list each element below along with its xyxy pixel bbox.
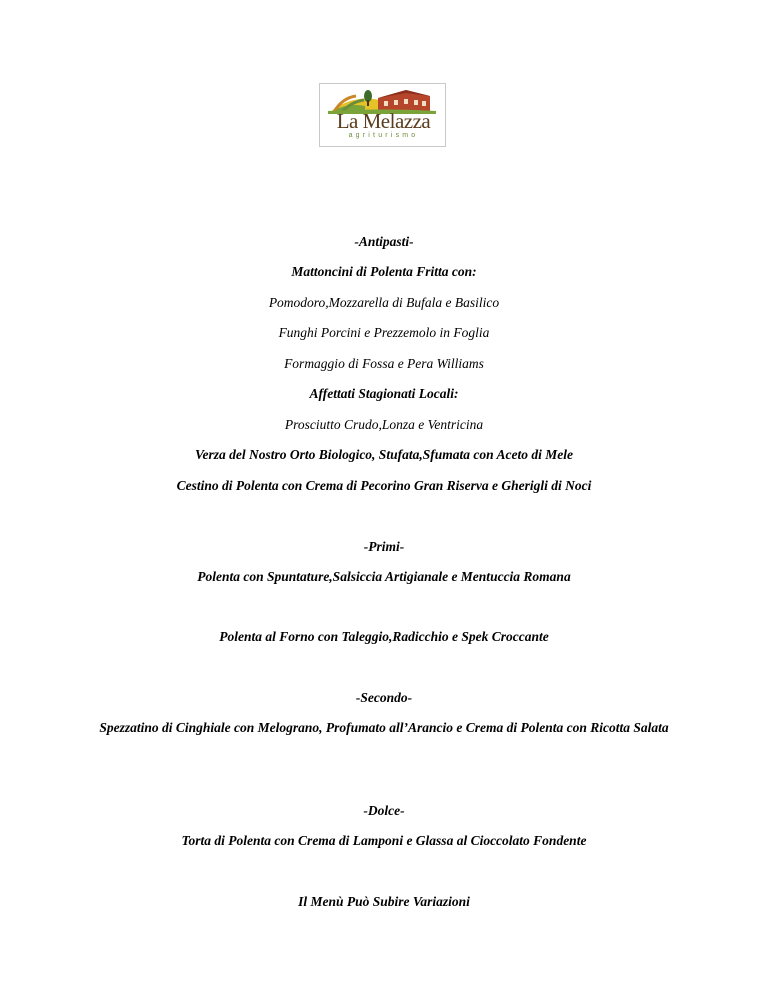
- footer-note: Il Menù Può Subire Variazioni: [298, 894, 470, 909]
- logo-name: La Melazza: [336, 109, 431, 133]
- secondo-heading: -Secondo-: [355, 690, 413, 705]
- antipasti-group1-title: Mattoncini di Polenta Fritta con:: [291, 264, 477, 279]
- menu-item: Funghi Porcini e Prezzemolo in Foglia: [278, 325, 490, 340]
- menu-item: Torta di Polenta con Crema di Lamponi e Glassa al Cioccolato Fondente: [181, 833, 587, 848]
- menu-item: Prosciutto Crudo,Lonza e Ventricina: [284, 417, 484, 432]
- antipasti-group2-title: Affettati Stagionati Locali:: [309, 386, 459, 401]
- antipasti-heading: -Antipasti-: [354, 234, 414, 249]
- menu-item: Polenta al Forno con Taleggio,Radicchio e Spek Croccante: [219, 629, 549, 644]
- menu-item: Spezzatino di Cinghiale con Melograno, Profumato all’Arancio e Crema di Polenta con Ricotta Salata: [99, 720, 669, 735]
- menu-item: Verza del Nostro Orto Biologico, Stufata,Sfumata con Aceto di Mele: [195, 447, 573, 462]
- menu-item: Pomodoro,Mozzarella di Bufala e Basilico: [268, 295, 500, 310]
- logo: [319, 83, 446, 147]
- primi-heading: -Primi-: [363, 539, 405, 554]
- menu-item: Polenta con Spuntature,Salsiccia Artigianale e Mentuccia Romana: [197, 569, 571, 584]
- menu-item: Cestino di Polenta con Crema di Pecorino Gran Riserva e Gherigli di Noci: [176, 478, 592, 493]
- logo-subtitle: agriturismo: [348, 132, 419, 139]
- dolce-heading: -Dolce-: [363, 803, 405, 818]
- menu-item: Formaggio di Fossa e Pera Williams: [284, 356, 484, 371]
